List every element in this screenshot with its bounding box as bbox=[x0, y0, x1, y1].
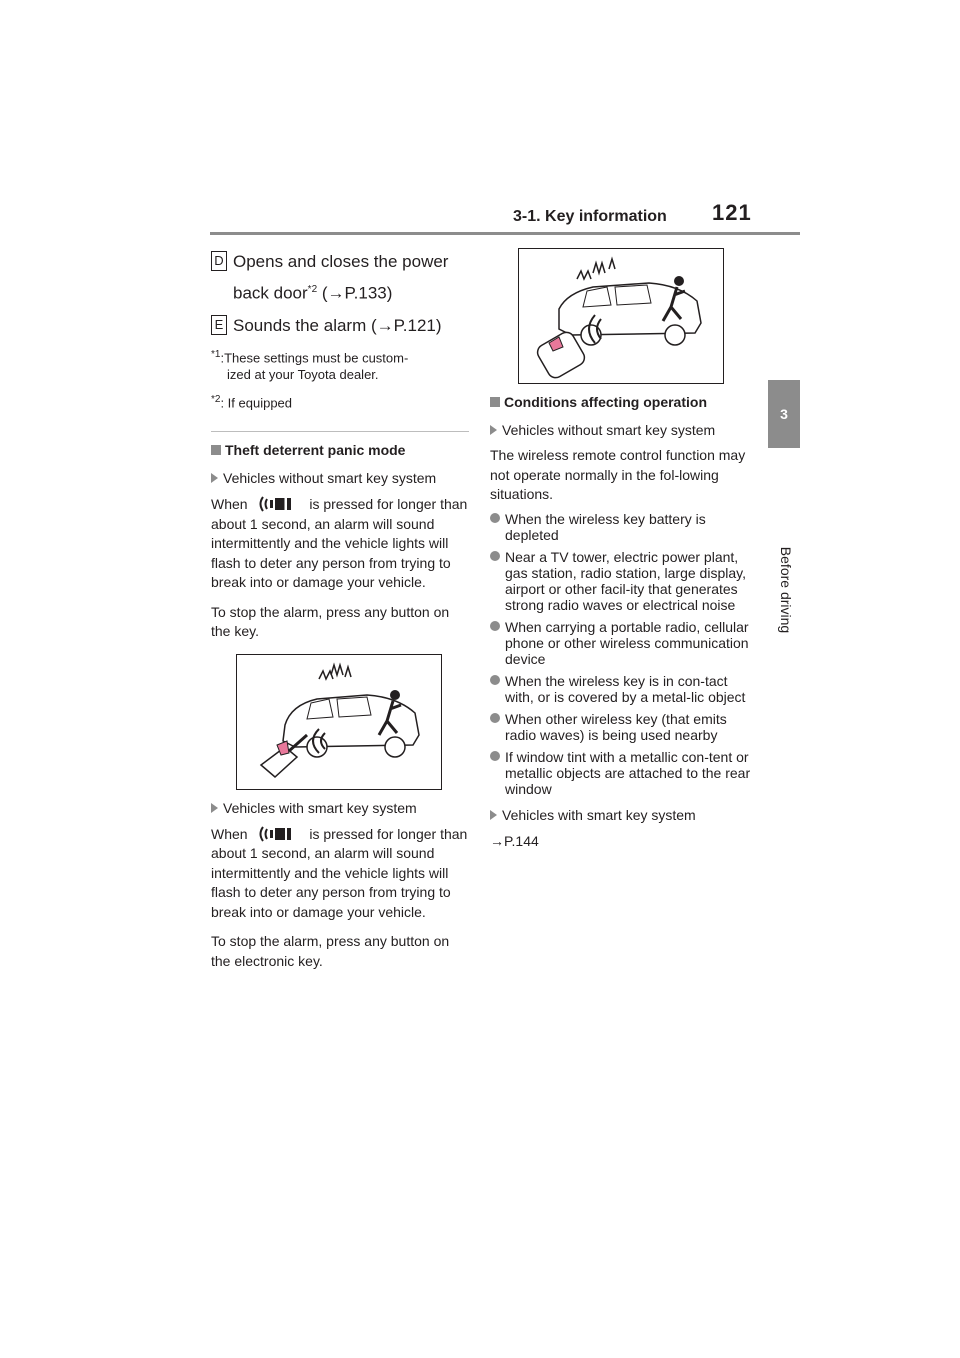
page-reference-link[interactable]: →P.144 bbox=[490, 832, 539, 849]
footnote-1-line2: ized at your Toyota dealer. bbox=[227, 366, 379, 382]
chapter-tab[interactable] bbox=[768, 380, 800, 448]
sub-without-smart-key bbox=[211, 468, 469, 488]
footnote-1-line1: :These settings must be custom- bbox=[220, 349, 409, 365]
item-d-sup: *2 bbox=[307, 284, 318, 295]
footnote-2-mark: *2 bbox=[211, 393, 221, 405]
header-rule bbox=[210, 232, 800, 235]
heading-text: Conditions affecting operation bbox=[504, 394, 707, 410]
sub-text: Vehicles without smart key system bbox=[223, 470, 437, 487]
list-item bbox=[490, 619, 754, 667]
para-stop-1: To stop the alarm, press any button on the key. bbox=[211, 603, 450, 640]
sub-text: Vehicles with smart key system bbox=[223, 799, 417, 816]
footnote-1 bbox=[211, 346, 469, 383]
list-item bbox=[490, 511, 754, 543]
heading-conditions bbox=[490, 392, 754, 412]
item-d-cont bbox=[211, 276, 469, 308]
bullet-text: When the wireless key battery is depleted bbox=[505, 510, 706, 543]
chapter-label-text: Before driving bbox=[778, 546, 794, 634]
car-alarm-smart-key-illustration bbox=[518, 248, 724, 384]
panic-alarm-icon bbox=[255, 494, 301, 514]
triangle-icon bbox=[490, 810, 497, 820]
panic-alarm-icon bbox=[255, 824, 301, 844]
page-header bbox=[0, 0, 960, 240]
item-d-text-2: back door bbox=[233, 283, 308, 303]
para-stop-2: To stop the alarm, press any button on the electronic key. bbox=[211, 933, 450, 969]
para-post: is pressed for longer than about 1 second, an alarm will sound intermittently and the vehicle lights will flash to deter any person from trying to break into or damage your vehicle. bbox=[211, 496, 468, 591]
bullet-dot-icon bbox=[490, 675, 500, 685]
triangle-icon bbox=[211, 473, 218, 483]
sub-without-smart-key bbox=[490, 420, 754, 440]
page-number: 121 bbox=[712, 200, 752, 225]
item-d-text-1: Opens and closes the power bbox=[233, 252, 449, 271]
heading-theft-deterrent bbox=[211, 440, 469, 460]
left-column bbox=[211, 248, 469, 977]
bullet-text: When the wireless key is in con-tact with, or is covered by a metal-lic object bbox=[505, 672, 746, 705]
item-d-ref[interactable]: (→P.133) bbox=[317, 283, 393, 303]
bullet-text: If window tint with a metallic con-tent or metallic objects are attached to the rear window bbox=[505, 748, 751, 797]
heading-square-icon bbox=[211, 445, 221, 455]
sub-with-smart-key bbox=[211, 798, 469, 818]
para-post: is pressed for longer than about 1 second, an alarm will sound intermittently and the vehicle lights will flash to deter any person from trying to break into or damage your vehicle. bbox=[211, 825, 468, 920]
triangle-icon bbox=[211, 803, 218, 813]
list-item bbox=[490, 749, 754, 797]
chapter-number: 3 bbox=[780, 406, 788, 422]
list-item bbox=[490, 549, 754, 613]
para-panic-1 bbox=[211, 494, 469, 593]
bullet-text: When carrying a portable radio, cellular phone or other wireless communication device bbox=[505, 618, 749, 667]
section-divider bbox=[211, 431, 469, 432]
para-panic-2 bbox=[211, 824, 469, 923]
footnote-2-line1: : If equipped bbox=[220, 395, 293, 411]
section-title: 3-1. Key information bbox=[513, 208, 667, 225]
list-item bbox=[490, 673, 754, 705]
bullet-dot-icon bbox=[490, 751, 500, 761]
para-when: When bbox=[211, 496, 248, 513]
chapter-label bbox=[766, 500, 806, 680]
footnote-1-mark: *1 bbox=[211, 348, 221, 360]
heading-text: Theft deterrent panic mode bbox=[225, 442, 406, 459]
sub-text: Vehicles without smart key system bbox=[502, 422, 716, 438]
list-item bbox=[490, 711, 754, 743]
bullet-text: When other wireless key (that emits radio waves) is being used nearby bbox=[505, 710, 727, 743]
bullet-dot-icon bbox=[490, 551, 500, 561]
triangle-icon bbox=[490, 425, 497, 435]
sub-with-smart-key bbox=[490, 805, 754, 825]
item-e bbox=[211, 312, 469, 340]
bullet-text: Near a TV tower, electric power plant, gas station, radio station, large display, airport or other facil-ity that generates strong radio waves or electrical noise bbox=[505, 548, 746, 613]
bullet-dot-icon bbox=[490, 513, 500, 523]
car-alarm-key-illustration bbox=[236, 654, 442, 790]
item-d bbox=[211, 248, 469, 276]
bullet-dot-icon bbox=[490, 713, 500, 723]
heading-square-icon bbox=[490, 397, 500, 407]
para-conditions: The wireless remote control function may not operate normally in the fol-lowing situations. bbox=[490, 447, 746, 502]
footnote-2 bbox=[211, 391, 469, 411]
para-when: When bbox=[211, 825, 248, 842]
sub-text: Vehicles with smart key system bbox=[502, 806, 696, 823]
right-column bbox=[490, 248, 754, 851]
bullet-dot-icon bbox=[490, 621, 500, 631]
letter-e-box: E bbox=[211, 315, 227, 335]
letter-d-box: D bbox=[211, 251, 227, 271]
item-e-text[interactable]: Sounds the alarm (→P.121) bbox=[233, 315, 442, 335]
